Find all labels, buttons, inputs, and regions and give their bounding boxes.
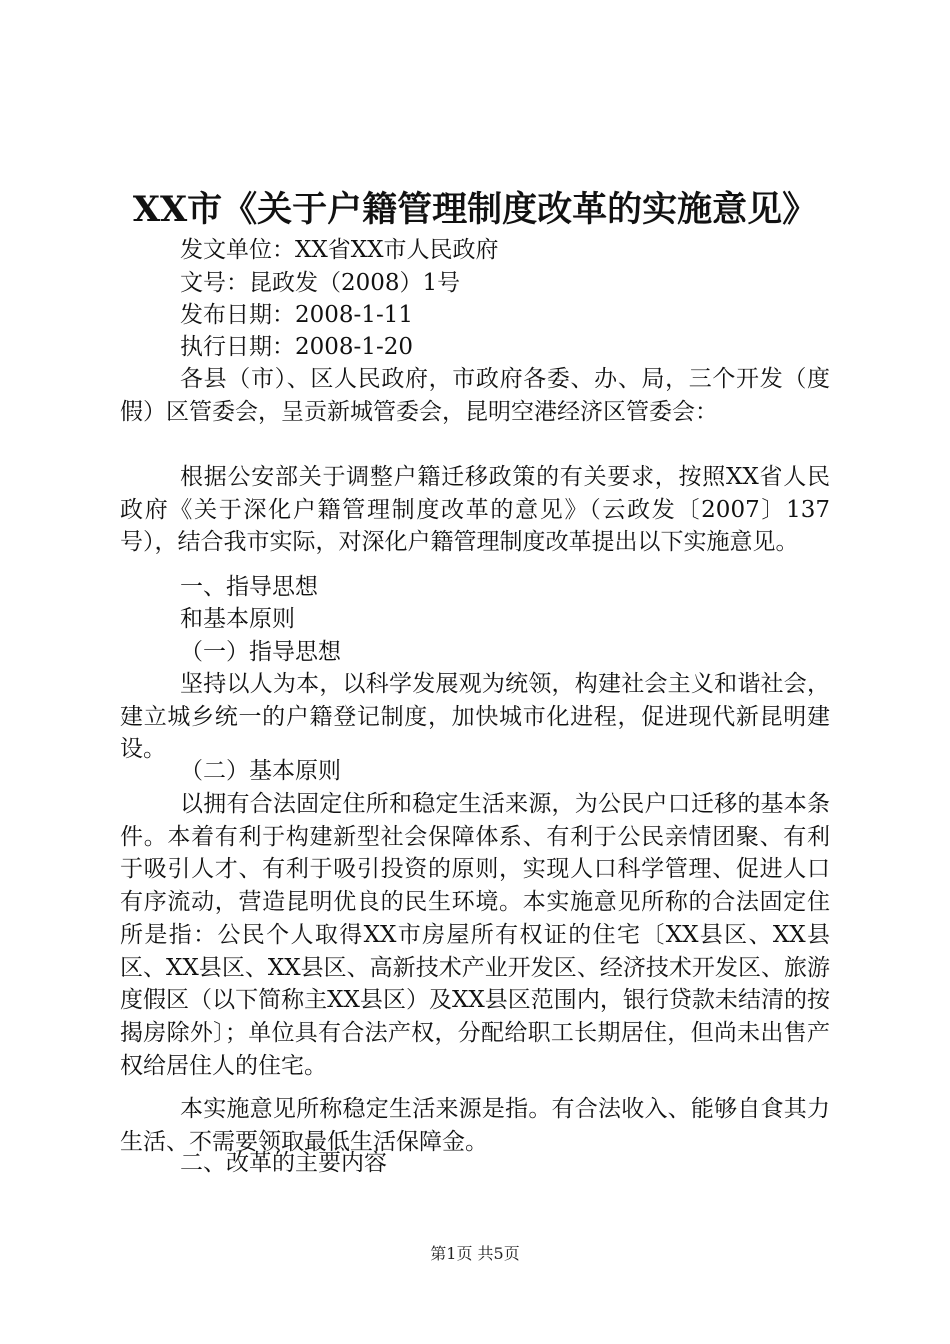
salutation-paragraph: 各县（市）、区人民政府，市政府各委、办、局，三个开发（度假）区管委会，呈贡新城管委会，昆明空港经济区管委会： (120, 366, 830, 425)
doc-number-line: 文号：昆政发（2008）1号 (180, 270, 461, 296)
page-indicator: 第1页 共5页 (430, 1244, 520, 1263)
subsection1-paragraph: 坚持以人为本，以科学发展观为统领，构建社会主义和谐社会，建立城乡统一的户籍登记制度，加快城市化进程，促进现代新昆明建设。 (120, 671, 830, 763)
subsection2-heading: （二）基本原则 (180, 758, 341, 784)
section1-heading-continued: 和基本原则 (180, 606, 295, 632)
effective-date-line: 执行日期：2008-1-20 (180, 334, 413, 360)
subsection2-paragraph: 以拥有合法固定住所和稳定生活来源，为公民户口迁移的基本条件。本着有利于构建新型社会保障体系、有利于公民亲情团聚、有利于吸引人才、有利于吸引投资的原则，实现人口科学管理、促进人口有序流动，营造昆明优良的民生环境。本实施意见所称的合法固定住所是指：公民个人取得XX市房屋所有权证的住宅〔XX县区、XX县区、XX县区、XX县区、高新技术产业开发区、经济技术开发区、旅游度假区（以下简称主XX县区）及XX县区范围内，银行贷款未结清的按揭房除外〕；单位具有合法产权，分配给职工长期居住，但尚未出售产权给居住人的住宅。 (120, 791, 830, 1079)
page-title: XX市《关于户籍管理制度改革的实施意见》 (132, 189, 818, 230)
publish-date-line: 发布日期：2008-1-11 (180, 302, 413, 328)
subsection2-paragraph-2: 本实施意见所称稳定生活来源是指。有合法收入、能够自食其力生活、不需要领取最低生活保障金。 (120, 1096, 830, 1155)
intro-paragraph: 根据公安部关于调整户籍迁移政策的有关要求，按照XX省人民政府《关于深化户籍管理制度改革的意见》（云政发〔2007〕137号），结合我市实际，对深化户籍管理制度改革提出以下实施意见。 (120, 464, 830, 556)
section2-heading: 二、改革的主要内容 (180, 1150, 387, 1176)
issuer-line: 发文单位：XX省XX市人民政府 (180, 237, 499, 263)
section1-heading: 一、指导思想 (180, 574, 318, 600)
subsection1-heading: （一）指导思想 (180, 639, 341, 665)
